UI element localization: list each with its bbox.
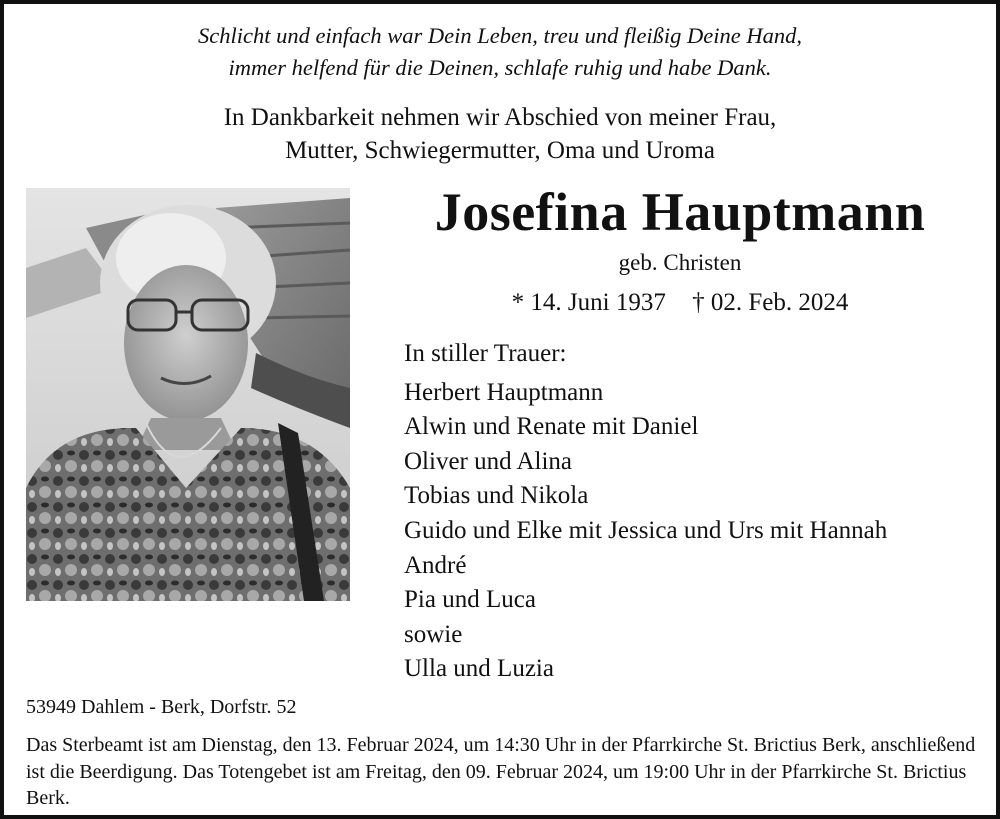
mourner-entry: Ulla und Luzia (404, 655, 554, 683)
birth-date: * 14. Juni 1937 (511, 289, 666, 316)
mourner-entry: Herbert Hauptmann (404, 378, 604, 406)
mourner-entry: Tobias und Nikola (404, 482, 589, 510)
poem-line-2: immer helfend für die Deinen, schlafe ruhig und habe Dank. (228, 55, 772, 80)
mourners-heading: In stiller Trauer: (404, 340, 567, 367)
mourners-list (404, 337, 887, 687)
poem (4, 20, 996, 84)
mourner-entry: Guido und Elke mit Jessica und Urs mit Hannah (404, 516, 888, 544)
family-address: 53949 Dahlem - Berk, Dorfstr. 52 (26, 696, 297, 718)
portrait-photo (26, 188, 350, 601)
mourner-entry: sowie (404, 620, 463, 648)
poem-line-1: Schlicht und einfach war Dein Leben, treu und fleißig Deine Hand, (197, 23, 803, 48)
funeral-notice: Das Sterbeamt ist am Dienstag, den 13. Februar 2024, um 14:30 Uhr in der Pfarrkirche St. Brictius Berk, anschließend ist die Beerdigung. Das Totengebet ist am Freitag, den 09. Februar 2024, um 19:00 Uhr in der Pfarrkirche St. Brictius Berk. (26, 734, 976, 809)
intro-line-2: Mutter, Schwiegermutter, Oma und Uroma (285, 137, 715, 164)
death-date: † 02. Feb. 2024 (692, 289, 849, 316)
mourner-entry: Pia und Luca (404, 586, 536, 614)
deceased-name: Josefina Hauptmann (434, 182, 926, 242)
life-dates (374, 287, 986, 319)
intro-line-1: In Dankbarkeit nehmen wir Abschied von meiner Frau, (223, 104, 777, 131)
mourner-entry: Alwin und Renate mit Daniel (404, 413, 699, 441)
mourner-entry: André (404, 551, 467, 579)
intro-text (4, 101, 996, 167)
maiden-name: geb. Christen (618, 250, 742, 275)
mourner-entry: Oliver und Alina (404, 447, 573, 475)
portrait-photo-icon (26, 188, 350, 601)
